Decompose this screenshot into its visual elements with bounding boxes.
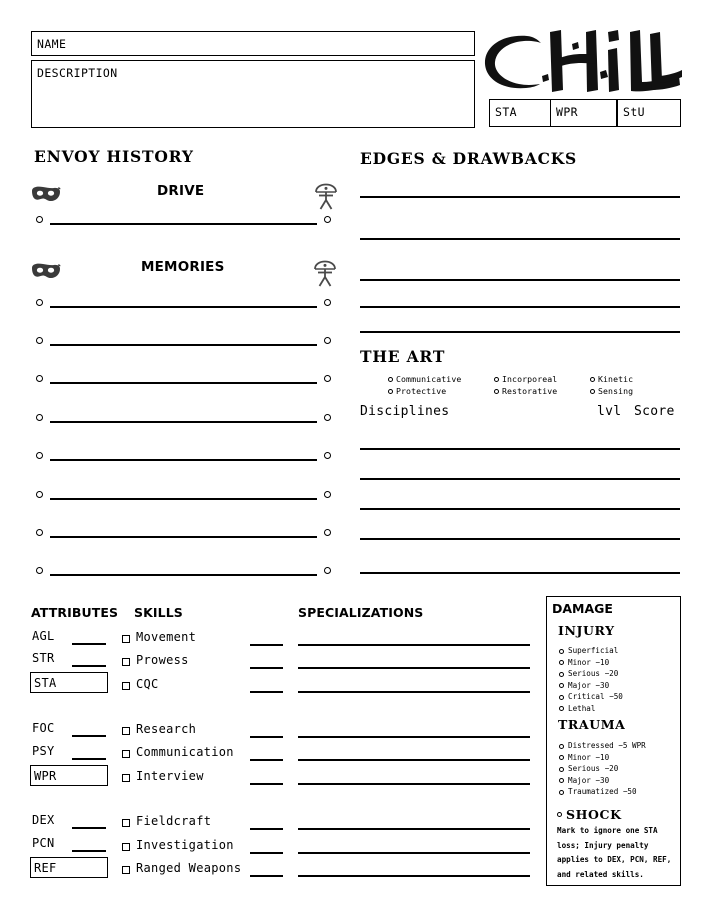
radio-icon[interactable] [559,706,564,711]
entry-circle-right[interactable] [324,529,331,536]
attribute-label: FOC [32,721,55,735]
radio-icon[interactable] [559,755,564,760]
attribute-label: PSY [32,744,55,758]
the-art-title: THE ART [360,347,446,366]
name-field[interactable] [31,31,475,56]
edge-drawback-line[interactable] [360,196,680,198]
entry-circle-right[interactable] [324,375,331,382]
disciplines-lvl-label: lvl [597,404,622,419]
entry-write-line[interactable] [50,498,317,500]
skills-title: SKILLS [134,605,183,620]
envoy-history-title: ENVOY HISTORY [34,147,194,166]
stat-box-sta[interactable] [489,99,551,127]
discipline-line[interactable] [360,478,680,480]
specialization-line[interactable] [298,828,530,830]
radio-icon[interactable] [494,389,499,394]
attribute-label: STA [34,676,57,690]
attribute-box-wpr[interactable] [30,765,108,786]
memory-entry-row[interactable] [36,451,331,461]
stat-label-wpr: WPR [556,105,578,119]
injury-item[interactable] [559,704,595,713]
injury-item[interactable] [559,658,609,667]
disciplines-score-label: Score [634,404,675,419]
trauma-item[interactable] [559,787,637,796]
radio-icon[interactable] [559,649,564,654]
attribute-row-foc[interactable] [30,721,108,740]
attributes-title: ATTRIBUTES [31,605,119,620]
attribute-value-line[interactable] [72,850,106,852]
radio-icon[interactable] [559,744,564,749]
injury-item[interactable] [559,681,609,690]
skill-score-line[interactable] [250,667,283,669]
art-option[interactable] [494,373,590,385]
edge-drawback-line[interactable] [360,279,680,281]
attribute-label: WPR [34,769,57,783]
art-option[interactable] [494,385,590,397]
skill-label: Communication [136,745,234,759]
edge-drawback-line[interactable] [360,306,680,308]
umbrella-figure-icon [313,260,337,288]
discipline-line[interactable] [360,572,680,574]
damage-item-label: Serious −20 [568,669,619,678]
skill-checkbox[interactable] [122,635,130,643]
damage-item-label: Major −30 [568,680,610,690]
damage-item-label: Traumatized −50 [568,787,637,796]
art-option[interactable] [388,385,494,397]
damage-item-label: Minor −10 [568,657,610,667]
edge-drawback-line[interactable] [360,331,680,333]
art-option[interactable] [590,385,670,397]
memory-entry-row[interactable] [36,490,331,500]
art-option[interactable] [388,373,494,385]
entry-circle-left[interactable] [36,375,43,382]
attribute-label: REF [34,861,57,875]
attribute-box-sta[interactable] [30,672,108,693]
art-option-label: Incorporeal [502,374,558,384]
stat-label-stu: StU [623,105,645,119]
injury-item[interactable] [559,669,618,678]
name-label: NAME [37,37,67,51]
attribute-label: AGL [32,629,55,643]
memory-entry-row[interactable] [36,528,331,538]
entry-circle-left[interactable] [36,452,43,459]
specialization-line[interactable] [298,783,530,785]
trauma-item[interactable] [559,776,609,785]
discipline-line[interactable] [360,508,680,510]
radio-icon[interactable] [559,660,564,665]
damage-title: DAMAGE [552,601,613,616]
entry-circle-left[interactable] [36,567,43,574]
memory-entry-row[interactable] [36,566,331,576]
art-option-label: Kinetic [598,374,634,384]
skill-score-line[interactable] [250,875,283,877]
radio-icon[interactable] [494,377,499,382]
entry-write-line[interactable] [50,459,317,461]
drive-label: DRIVE [157,183,205,199]
attribute-box-ref[interactable] [30,857,108,878]
skill-label: Interview [136,769,204,783]
skill-label: Fieldcraft [136,814,212,828]
discipline-line[interactable] [360,538,680,540]
damage-item-label: Serious −20 [568,764,619,773]
entry-write-line[interactable] [50,421,317,423]
skill-score-line[interactable] [250,852,283,854]
skill-label: Ranged Weapons [136,861,242,875]
radio-icon[interactable] [557,812,562,817]
entry-circle-right[interactable] [324,452,331,459]
entry-circle-right[interactable] [324,414,331,421]
art-option-label: Restorative [502,386,558,396]
specializations-title: SPECIALIZATIONS [298,605,424,620]
radio-icon[interactable] [559,683,564,688]
skill-checkbox[interactable] [122,658,130,666]
damage-box [546,596,681,886]
skill-label: CQC [136,677,159,691]
skill-checkbox[interactable] [122,750,130,758]
entry-write-line[interactable] [50,574,317,576]
shock-title: SHOCK [566,807,622,822]
attribute-label: STR [32,651,55,665]
damage-item-label: Superficial [568,646,619,655]
art-category-options [388,373,678,397]
skill-label: Prowess [136,653,189,667]
injury-item[interactable] [559,692,623,701]
mask-icon [31,261,61,283]
specialization-line[interactable] [298,644,530,646]
skill-score-line[interactable] [250,691,283,693]
attribute-value-line[interactable] [72,758,106,760]
entry-circle-left[interactable] [36,491,43,498]
mask-icon [31,184,61,206]
entry-circle-right[interactable] [324,491,331,498]
skill-checkbox[interactable] [122,727,130,735]
entry-write-line[interactable] [50,382,317,384]
skill-score-line[interactable] [250,783,283,785]
entry-circle-right[interactable] [324,216,331,223]
skill-score-line[interactable] [250,828,283,830]
radio-icon[interactable] [559,778,564,783]
entry-circle-right[interactable] [324,337,331,344]
attribute-row-pcn[interactable] [30,836,108,855]
art-option-label: Protective [396,386,447,396]
memory-entry-row[interactable] [36,413,331,423]
trauma-item[interactable] [559,764,618,773]
skill-checkbox[interactable] [122,866,130,874]
entry-circle-left[interactable] [36,337,43,344]
shock-note: Mark to ignore one STA loss; Injury penalty applies to DEX, PCN, REF, and related skills. [557,826,672,879]
shock-toggle[interactable] [557,804,622,823]
chill-logo [482,24,682,98]
injury-item[interactable] [559,646,618,655]
specialization-line[interactable] [298,667,530,669]
attribute-value-line[interactable] [72,827,106,829]
entry-write-line[interactable] [50,306,317,308]
entry-circle-right[interactable] [324,299,331,306]
skill-score-line[interactable] [250,644,283,646]
attribute-row-dex[interactable] [30,813,108,832]
disciplines-label: Disciplines [360,404,450,419]
skill-score-line[interactable] [250,759,283,761]
stat-label-sta: STA [495,105,517,119]
radio-icon[interactable] [388,377,393,382]
damage-item-label: Lethal [568,703,596,713]
attribute-label: DEX [32,813,55,827]
description-field[interactable] [31,60,475,128]
skill-checkbox[interactable] [122,843,130,851]
edge-drawback-line[interactable] [360,238,680,240]
skill-label: Movement [136,630,197,644]
attribute-row-psy[interactable] [30,744,108,763]
entry-circle-left[interactable] [36,414,43,421]
damage-item-label: Critical −50 [568,692,623,701]
radio-icon[interactable] [559,695,564,700]
memory-entry-row[interactable] [36,298,331,308]
specialization-line[interactable] [298,691,530,693]
specialization-line[interactable] [298,875,530,877]
specialization-line[interactable] [298,736,530,738]
skill-label: Research [136,722,197,736]
memory-entry-row[interactable] [36,374,331,384]
umbrella-figure-icon [314,183,338,211]
skill-checkbox[interactable] [122,682,130,690]
entry-circle-left[interactable] [36,299,43,306]
radio-icon[interactable] [559,767,564,772]
trauma-item[interactable] [559,753,609,762]
specialization-line[interactable] [298,759,530,761]
memories-label: MEMORIES [141,259,225,275]
trauma-title: TRAUMA [558,717,626,732]
attribute-row-str[interactable] [30,651,108,670]
art-option-label: Communicative [396,374,462,384]
entry-write-line[interactable] [50,223,317,225]
stat-box-wpr[interactable] [550,99,617,127]
entry-circle-left[interactable] [36,529,43,536]
attribute-row-agl[interactable] [30,629,108,648]
radio-icon[interactable] [590,389,595,394]
skill-checkbox[interactable] [122,774,130,782]
entry-write-line[interactable] [50,344,317,346]
damage-item-label: Distressed −5 WPR [568,741,646,750]
skill-score-line[interactable] [250,736,283,738]
attribute-value-line[interactable] [72,643,106,645]
attribute-value-line[interactable] [72,735,106,737]
stat-box-stu[interactable] [617,99,681,127]
radio-icon[interactable] [388,389,393,394]
entry-write-line[interactable] [50,536,317,538]
radio-icon[interactable] [559,790,564,795]
memory-entry-row[interactable] [36,336,331,346]
damage-item-label: Minor −10 [568,752,610,762]
entry-circle-right[interactable] [324,567,331,574]
attribute-label: PCN [32,836,55,850]
radio-icon[interactable] [559,672,564,677]
trauma-item[interactable] [559,741,646,750]
drive-entry-row[interactable] [36,215,331,225]
art-option-label: Sensing [598,386,634,396]
specialization-line[interactable] [298,852,530,854]
radio-icon[interactable] [590,377,595,382]
injury-title: INJURY [558,623,615,638]
attribute-value-line[interactable] [72,665,106,667]
art-option[interactable] [590,373,670,385]
discipline-line[interactable] [360,448,680,450]
skill-checkbox[interactable] [122,819,130,827]
entry-circle-left[interactable] [36,216,43,223]
skill-label: Investigation [136,838,234,852]
description-label: DESCRIPTION [37,66,118,80]
damage-item-label: Major −30 [568,775,610,785]
edges-drawbacks-title: EDGES & DRAWBACKS [360,149,577,168]
